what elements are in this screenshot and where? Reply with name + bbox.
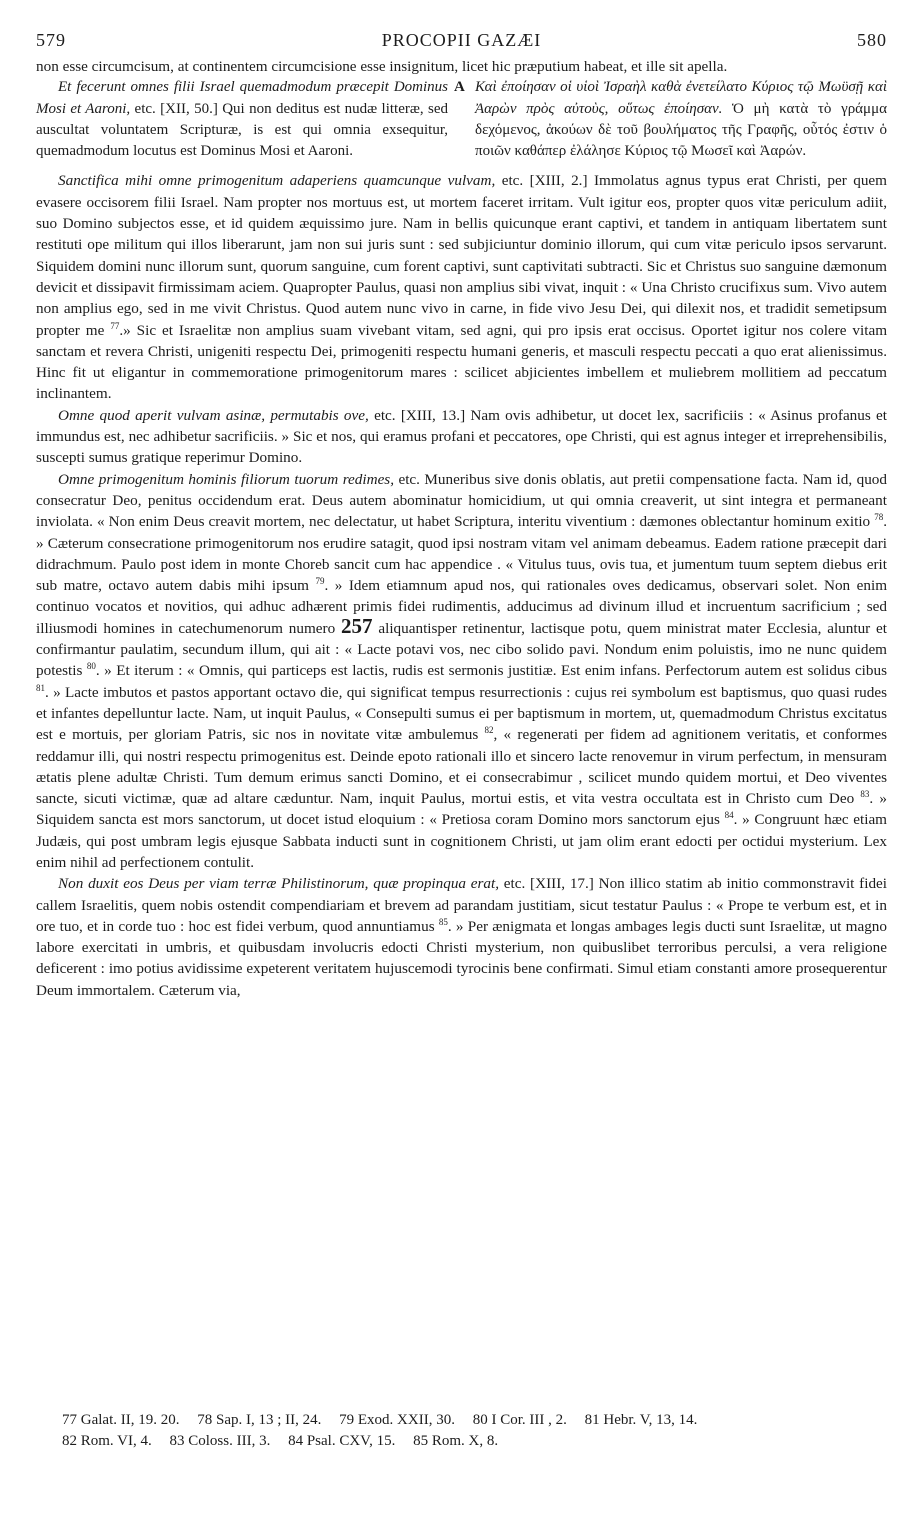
- footnote: 84 Psal. CXV, 15.: [288, 1433, 396, 1449]
- footnote: 81 Hebr. V, 13, 14.: [584, 1412, 698, 1428]
- greek-incipit: Καὶ ἐποίησαν οἱ υἱοὶ Ἰσραὴλ καθὰ ἐνετείλατο Κύριος τῷ Μωϋσῇ καὶ Ἀαρὼν πρὸς αὐτοὺς, οὕτως ἐποίησαν.: [475, 79, 887, 117]
- latin-column: [36, 77, 448, 162]
- paragraph: Omne primogenitum hominis filiorum tuorum redimes, etc. Muneribus sive donis oblatis, aut pretii compensatione facta. Nam id, quod consecratur Deo, penitus occidendum erat. Deus autem abominatur homicidium, ut qui omnia creaverit, ut sint integra et permaneant inviolata. « Non enim Deus creavit mortem, nec delectatur, ut habet Scriptura, interitu viventium : dæmones oblectantur hominum exitio $^{78}$. » Cæterum consecratione primogenitorum nos erudire satagit, quod ipsi nostram vitam vel animam debeamus. Eadem ratione præcepit dari didrachmum. Paulo post idem in monte Choreb sancit cum hac appendice . « Vitulus tuus, ovis tua, et jumentum tuum septem diebus erit sub matre, octavo autem dabis mihi ipsum $^{79}$. » Idem etiamnum apud nos, qui rationales oves dedicamus, observari solet. Non enim continuo vocatos et novitios, qui adhuc adhærent primis fidei rudimentis, adducimus ad divinum illud et incruentum sacrificium ; sed illiusmodi homines in catechumenorum numero 257 aliquantisper retinentur, lactisque potu, quem ministrat mater Ecclesia, aluntur et confirmantur paulatim, secundum illum, qui ait : « Lacte potavi vos, nec cibo solido pavi. Nondum enim poluistis, imo ne nunc quidem potestis $^{80}$. » Et iterum : « Omnis, qui particeps est lactis, rudis est sermonis justitiæ. Est enim infans. Perfectorum autem est solidus cibus $^{81}$. » Lacte imbutos et pastos apportant octavo die, qui significat tempus resurrectionis : cujus rei symbolum est baptismus, quo quasi rudes et infantes depelluntur lacte. Nam, ut inquit Paulus, « Consepulti sumus ei per baptismum in mortem, ut, quemadmodum Christus excitatus est e mortuis, per gloriam Patris, sic nos in novitate vitæ ambulemus $^{82}$, « regenerati per fidem ad agnitionem veritatis, et conformes reddamur illi, qui nostri respectu primogenitus est. Deinde epoto rationali illo et sincero lacte renovemur in virum perfectum, in mensuram ætatis plene adultæ Christi. Tum demum erimus sancti Domino, et ei consecrabimur , scilicet mundo quidem mortui, et Deo viventes sancte, sicuti victimæ, quæ ad altare cæduntur. Nam, inquit Paulus, mortui estis, et vita vestra occultata est in Christo cum Deo $^{83}$. » Siquidem sancta est mors sanctorum, ut docet istud eloquium : « Pretiosa coram Domino mors sanctorum ejus $^{84}$. » Congruunt hæc etiam Judæis, qui post umbram legis ejusque Sabbata inducti sunt in cognitionem Christi, ut jam olim erant edocti per octidui mysterium. Lex enim nihil ad perfectionem contulit.: [36, 470, 888, 871]
- footnote: 78 Sap. I, 13 ; II, 24.: [197, 1412, 322, 1428]
- footnote-line: [62, 1410, 892, 1431]
- footnote-ref: 82: [484, 725, 494, 736]
- footnote-ref: 81: [36, 682, 45, 693]
- footnote: 77 Galat. II, 19. 20.: [62, 1412, 180, 1428]
- body-text: [36, 170, 887, 1001]
- paragraph: Omne quod aperit vulvam asinæ, permutabis ove, etc. [XIII, 13.] Nam ovis adhibetur, ut docet lex, sacrificiis : « Asinus profanus et immundus est, nec adhibetur sacrificiis. » Sic et nos, qui eramus profani et peccatores, ope Christi, qui est agnus integer et irreprehensibilis, suscepti sumus gratique reperimur Domino.: [36, 406, 887, 467]
- footnote-ref: 77: [110, 320, 120, 331]
- footnote: 85 Rom. X, 8.: [413, 1433, 499, 1449]
- footnote-line: [62, 1431, 892, 1452]
- paragraph: Sanctifica mihi omne primogenitum adaperiens quamcunque vulvam, etc. [XIII, 2.] Immolatus agnus typus erat Christi, per quem evasere occisorem filii Israel. Nam propter nos mortuus est, ut mortem faceret irritam. Vult igitur eos, propter quos vitæ periculum adiit, suo Domino subjectos esse, et id quidem æquissimo jure. Nam in bellis quicunque erant captivi, et tandem in antiquam libertatem sunt restituti ope militum qui illos liberarunt, jam non sui juris sunt : sed subjiciuntur dominio illorum, qui cum vitæ periculo ipsos servarunt. Siquidem domini nunc illorum sunt, quorum sanguine, cum forent captivi, sunt captivitati subtracti. Sic et Christus suo sanguine dæmonum devicit et dissipavit firmissimam aciem. Quapropter Paulus, quasi non amplius sibi vivat, inquit : « Una Christo crucifixus sum. Vivo autem non amplius ego, sed in me vivit Christus. Quod autem nunc vivo in carne, in fide vivo Jesu Dei, qui dilexit nos, et tradidit semetipsum propter me $^{77}$.» Sic et Israelitæ non amplius suam vivebant vitam, sed agni, qui pro ipsis erat occisus. Oportet igitur nos colere vitam sanctam et revera Christi, unigeniti respectu Dei, primogeniti respectu humani generis, et masculi respectu peccati a quo erat alienissimus. Hinc fit ut eligantur in commemoratione primogenitorum mares : scilicet abjicientes imbellem et muliebrem mollitiem ad peccatum inclinantem.: [36, 172, 888, 403]
- top-line: non esse circumcisum, at continentem circumcisione esse insignitum, licet hic præputium habeat, et ille sit apella.: [36, 58, 728, 75]
- column-number-left: 579: [36, 30, 66, 50]
- latin-text: etc. [XII, 50.] Qui non deditus est nudæ litteræ, sed auscultat voluntatem Scripturæ, is est qui omnia exsequitur, quemadmodum locutus est Dominus Mosi et Aaroni.: [36, 100, 448, 160]
- footnote: 80 I Cor. III , 2.: [472, 1412, 567, 1428]
- footnote-ref: 84: [724, 810, 734, 821]
- latin-incipit: Et fecerunt omnes filii Israel quemadmodum præcepit Dominus Mosi et Aaroni,: [36, 79, 448, 117]
- running-header: [36, 30, 887, 56]
- greek-column: [475, 77, 887, 162]
- column-number-right: 580: [857, 30, 887, 50]
- greek-text: Ὁ μὴ κατὰ τὸ γράμμα δεχόμενος, ἀκούων δὲ τοῦ βουλήματος τῆς Γραφῆς, οὗτός ἐστιν ὁ ποιῶν καθάπερ ἐλάλησε Κύριος τῷ Μωσεῖ καὶ Ἀαρών.: [475, 100, 887, 160]
- running-title: PROCOPII GAZÆI: [381, 30, 542, 50]
- page: [36, 30, 887, 1001]
- paragraph: Non duxit eos Deus per viam terræ Philistinorum, quæ propinqua erat, etc. [XIII, 17.] Non illico statim ab initio commonstravit fidei callem Israelitis, quem nobis ostendit compendiariam et brevem ad parandam justitiam, sicut testatur Paulus : « Prope te verbum est, et in ore tuo, et in corde tuo : hoc est fidei verbum, quod annuntiamus $^{85}$. » Per ænigmata et longas ambages legis ducti sunt Israelitæ, ut magno labore exercitati in umbris, et quibusdam involucris edocti Christi mysterium, non quibuslibet terroribus perculsi, a vera religione deficerent : imo potius avidissime expeterent veritatem hujuscemodi tyrocinis bene confirmati. Simul etiam constanti amore prosequerentur Deum immortalem. Cæterum via,: [36, 875, 887, 999]
- column-marker: A: [454, 79, 465, 96]
- parallel-columns: [36, 77, 887, 162]
- footnote-ref: 85: [438, 916, 448, 927]
- footnotes: [62, 1410, 892, 1452]
- footnote: 83 Coloss. III, 3.: [169, 1433, 271, 1449]
- footnote-ref: 78: [874, 512, 884, 523]
- footnote: 79 Exod. XXII, 30.: [339, 1412, 455, 1428]
- footnote-ref: 80: [86, 661, 96, 672]
- footnote-ref: 83: [860, 789, 870, 800]
- footnote: 82 Rom. VI, 4.: [62, 1433, 152, 1449]
- column-number-inline: 257: [341, 613, 373, 638]
- footnote-ref: 79: [315, 576, 325, 587]
